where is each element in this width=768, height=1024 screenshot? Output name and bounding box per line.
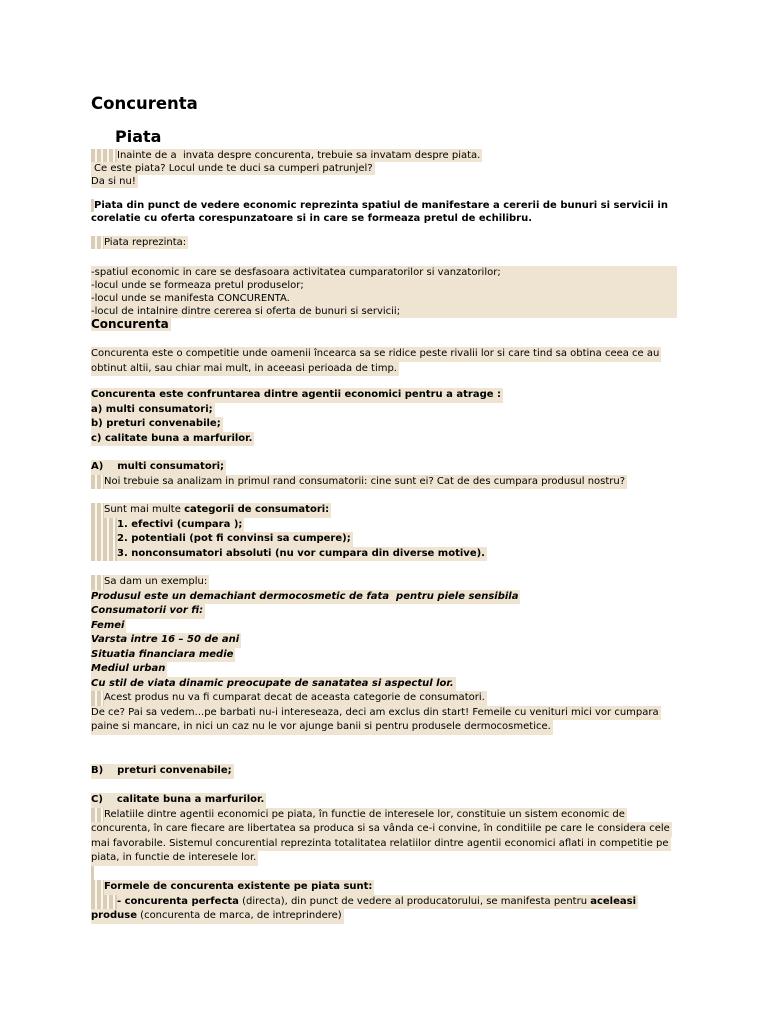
intro-line xyxy=(91,162,375,175)
definition-line: corelatie cu oferta corespunzatoare si in care se formeaza pretul de echilibru. xyxy=(91,212,533,224)
highlight xyxy=(91,895,638,910)
intro-line xyxy=(91,149,482,162)
highlight xyxy=(91,808,627,823)
highlight xyxy=(91,909,344,924)
section-heading-b xyxy=(91,764,234,779)
example-line xyxy=(91,604,205,619)
intro-line xyxy=(91,175,138,188)
tab-marker xyxy=(91,895,117,910)
intro-text: Da si nu! xyxy=(91,175,136,187)
example-line xyxy=(91,662,167,677)
example-text: Produsul este un demachiant dermocosmetic de fata pentru piele sensibila xyxy=(91,590,520,605)
heading-text: B) preturi convenabile; xyxy=(91,764,234,779)
list-item-text: -spatiul economic in care se desfasoara activitatea cumparatorilor si vanzatorilor; xyxy=(91,266,677,279)
tab-marker xyxy=(91,475,104,490)
tab-marker xyxy=(91,149,117,162)
tab-marker xyxy=(91,532,117,547)
aim-item-text: c) calitate buna a marfurilor. xyxy=(91,432,254,447)
list-item-text: -locul de intalnire dintre cererea si oferta de bunuri si servicii; xyxy=(91,305,677,318)
example-text: Situatia financiara medie xyxy=(91,648,235,663)
form-text: (concurenta de marca, de intreprindere) xyxy=(136,910,342,921)
paragraph-line xyxy=(91,837,671,852)
list-item xyxy=(91,279,677,292)
question-line xyxy=(91,475,627,490)
example-line xyxy=(91,619,126,634)
example-line xyxy=(91,677,456,692)
conclusion-line xyxy=(91,706,661,721)
example-text: Varsta intre 16 – 50 de ani xyxy=(91,633,241,648)
paragraph-text: obtinut altii, sau chiar mai mult, in aceeasi perioada de timp. xyxy=(91,362,399,377)
aim-item xyxy=(91,403,215,418)
example-line xyxy=(91,648,235,663)
definition-line xyxy=(91,199,668,212)
form-line xyxy=(91,895,638,910)
highlight xyxy=(91,503,331,518)
intro-text: Inainte de a invata despre concurenta, trebuie sa invatam despre piata. xyxy=(117,149,481,161)
example-text: Cu stil de viata dinamic preocupate de sanatatea si aspectul lor. xyxy=(91,677,456,692)
highlight xyxy=(91,547,487,562)
empty-line xyxy=(91,866,94,881)
aim-item xyxy=(91,417,223,432)
category-text: 1. efectivi (cumpara ); xyxy=(117,518,243,530)
definition-text: Piata din punct de vedere economic reprezinta spatiul de manifestare a cererii de bunuri si servicii in xyxy=(94,199,668,211)
categories-intro xyxy=(91,503,331,518)
conclusion-text: De ce? Pai sa vedem...pe barbati nu-i intereseaza, deci am exclus din start! Femeile cu venituri mici vor cumpara xyxy=(91,706,661,721)
tab-marker xyxy=(91,503,104,518)
section-heading-concurenta xyxy=(91,318,171,331)
form-term: - concurenta perfecta xyxy=(117,895,239,907)
aim-item xyxy=(91,432,254,447)
highlight xyxy=(91,236,188,249)
tab-marker xyxy=(91,236,104,249)
list-item xyxy=(91,266,677,279)
aims-title-text: Concurenta este confruntarea dintre agentii economici pentru a atrage : xyxy=(91,388,503,403)
paragraph-line xyxy=(91,822,672,837)
list-item xyxy=(91,305,677,318)
list-item xyxy=(91,292,677,305)
conclusion-line xyxy=(91,720,553,735)
section-heading-piata: Piata xyxy=(115,127,162,146)
example-text: Mediul urban xyxy=(91,662,167,677)
forms-title-text: Formele de concurenta existente pe piata sunt: xyxy=(104,881,373,892)
section-heading-a xyxy=(91,460,226,475)
example-text: Consumatorii vor fi: xyxy=(91,604,205,619)
categories-intro-bold: categorii de consumatori: xyxy=(184,504,330,515)
tab-marker xyxy=(91,808,104,823)
categories-intro-text: Sunt mai multe xyxy=(104,504,185,515)
highlight xyxy=(91,475,627,490)
example-intro xyxy=(91,575,209,590)
highlight xyxy=(91,532,353,547)
form-text: (directa), din punct de vedere al producatorului, se manifesta pentru xyxy=(238,895,591,907)
example-line xyxy=(91,633,241,648)
highlight xyxy=(91,880,374,895)
list-item-text: -locul unde se formeaza pretul produselor; xyxy=(91,279,677,292)
tab-marker xyxy=(91,518,117,533)
category-item xyxy=(91,532,353,547)
paragraph-text: Concurenta este o competitie unde oamenii încearca sa se ridice peste rivalii lor si care tind sa obtina ceea ce au xyxy=(91,347,661,362)
form-emphasis: aceleasi xyxy=(590,895,637,907)
page-title: Concurenta xyxy=(91,94,198,113)
paragraph-line xyxy=(91,808,627,823)
question-text: Noi trebuie sa analizam in primul rand consumatorii: cine sunt ei? Cat de des cumpara produsul nostru? xyxy=(104,475,626,487)
highlight xyxy=(91,149,482,162)
paragraph-line xyxy=(91,347,661,362)
heading-text: A) multi consumatori; xyxy=(91,460,226,475)
paragraph-text: concurenta, în care fiecare are libertatea sa produca si sa vânda ce-i convine, în conditiile pe care le considera cele xyxy=(91,822,672,837)
conclusion-line xyxy=(91,691,487,706)
highlight xyxy=(91,518,244,533)
intro-text: Ce este piata? Locul unde te duci sa cumperi patrunjel? xyxy=(91,162,375,175)
list-item-text: -locul unde se manifesta CONCURENTA. xyxy=(91,292,677,305)
example-line xyxy=(91,590,520,605)
paragraph-text: Relatiile dintre agentii economici pe piata, în functie de interesele lor, constituie un sistem economic de xyxy=(104,808,625,820)
paragraph-line xyxy=(91,851,258,866)
list-title xyxy=(91,236,188,249)
example-intro-text: Sa dam un exemplu: xyxy=(104,576,208,587)
form-term: produse xyxy=(91,910,137,921)
aim-item-text: a) multi consumatori; xyxy=(91,403,215,418)
category-text: 3. nonconsumatori absoluti (nu vor cumpara din diverse motive). xyxy=(117,547,485,559)
heading-text: C) calitate buna a marfurilor. xyxy=(91,793,266,808)
heading-text: Concurenta xyxy=(91,316,169,331)
conclusion-text: paine si mancare, in nici un caz nu le vor ajunge banii si pentru produsele dermocosmetice. xyxy=(91,720,553,735)
paragraph-text: mai favorabile. Sistemul concurential reprezinta totalitatea relatiilor dintre agentii economici aflati in competitie pe xyxy=(91,837,671,852)
aims-title xyxy=(91,388,503,403)
highlight xyxy=(91,691,487,706)
tab-marker xyxy=(91,880,104,895)
category-item xyxy=(91,547,487,562)
conclusion-text: Acest produs nu va fi cumparat decat de aceasta categorie de consumatori. xyxy=(104,692,485,703)
paragraph-line xyxy=(91,362,399,377)
paragraph-text: piata, in functie de interesele lor. xyxy=(91,851,258,866)
form-line xyxy=(91,909,344,924)
forms-title xyxy=(91,880,374,895)
category-text: 2. potentiali (pot fi convinsi sa cumpere); xyxy=(117,533,351,544)
example-text: Femei xyxy=(91,619,126,634)
tab-marker xyxy=(91,866,94,881)
list-title-text: Piata reprezinta: xyxy=(104,236,187,248)
aim-item-text: b) preturi convenabile; xyxy=(91,417,223,432)
category-item xyxy=(91,518,244,533)
tab-marker xyxy=(91,575,104,590)
highlight xyxy=(91,575,209,590)
section-heading-c xyxy=(91,793,266,808)
tab-marker xyxy=(91,547,117,562)
tab-marker xyxy=(91,691,104,706)
